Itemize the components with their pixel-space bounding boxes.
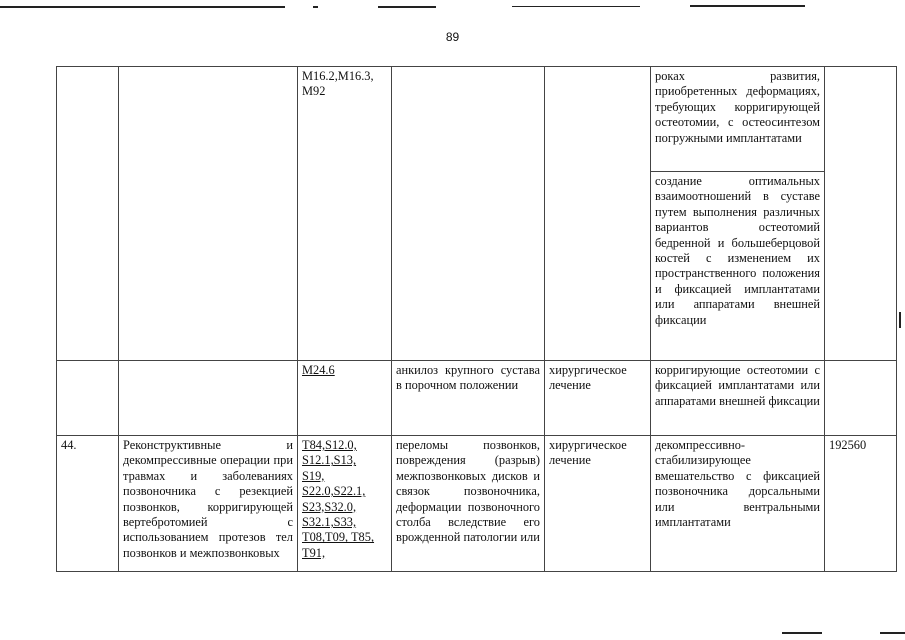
table-row [57, 361, 897, 436]
scan-artifact-line [899, 312, 901, 328]
icd-code: T84,S12.0, [302, 438, 357, 452]
icd-code: T91, [302, 545, 326, 560]
treatment-type-cell: хирургическое лечение [545, 436, 651, 572]
scan-artifact-line [512, 6, 640, 7]
procedure-name-cell [119, 361, 298, 436]
scan-artifact-line [782, 632, 822, 634]
treatment-method-cell: роках развития, приобретенных деформациях, требующих корригирующей остеотомии, с остеосинтезом погружными имплантатами [651, 67, 825, 172]
row-number-cell [57, 67, 119, 361]
treatment-method-cell: создание оптимальных взаимоотношений в суставе путем выполнения различных вариантов остеотомий бедренной и большеберцовой костей с изменением их пространственного положения и фиксацией имплантатами или аппаратами внешней фиксации [651, 172, 825, 361]
disease-model-cell: анкилоз крупного сустава в порочном положении [392, 361, 545, 436]
cost-cell: 192560 [825, 436, 897, 572]
icd-code: S32.1,S33, [302, 515, 357, 530]
scan-artifact-line [690, 5, 805, 7]
disease-model-cell: переломы позвонков, повреждения (разрыв) межпозвонковых дисков и связок позвоночника, деформации позвоночного столба вследствие его врожденной патологии или [392, 436, 545, 572]
icd-code: S23,S32.0, [302, 499, 357, 514]
icd-codes-cell [298, 67, 392, 361]
procedure-name-cell [119, 67, 298, 361]
medical-procedures-table [56, 66, 897, 572]
row-number-cell [57, 361, 119, 436]
treatment-method-cell: корригирующие остеотомии с фиксацией имплантатами или аппаратами внешней фиксации [651, 361, 825, 436]
cost-cell [825, 67, 897, 361]
treatment-type-cell [545, 67, 651, 361]
icd-code: S22.0,S22.1, [302, 484, 366, 499]
icd-code: M24.6 [302, 363, 335, 377]
scan-artifact-line [378, 6, 436, 8]
scan-artifact-line [313, 6, 318, 8]
procedure-name-cell: Реконструктивные и декомпрессивные операции при травмах и заболеваниях позвоночника с резекцией позвонков, корригирующей вертебротомией с использованием протезов тел позвонков и межпозвонковых [119, 436, 298, 572]
table-row [57, 436, 897, 572]
table-row [57, 67, 897, 172]
disease-model-cell [392, 67, 545, 361]
icd-code: S19, [302, 468, 325, 483]
icd-code: M92 [302, 84, 326, 99]
scan-artifact-line [0, 6, 285, 8]
treatment-method-cell: декомпрессивно-стабилизирующее вмешательство с фиксацией позвоночника дорсальными или вентральными имплантатами [651, 436, 825, 572]
icd-code: S12.1,S13, [302, 453, 357, 468]
treatment-type-cell: хирургическое лечение [545, 361, 651, 436]
icd-code: M16.2,M16.3, [302, 69, 374, 83]
page-number: 89 [445, 30, 460, 44]
icd-codes-cell [298, 436, 392, 572]
row-number-cell: 44. [57, 436, 119, 572]
icd-code: T08,T09, T85, [302, 530, 375, 545]
cost-cell [825, 361, 897, 436]
scan-artifact-line [880, 632, 905, 634]
icd-codes-cell [298, 361, 392, 436]
